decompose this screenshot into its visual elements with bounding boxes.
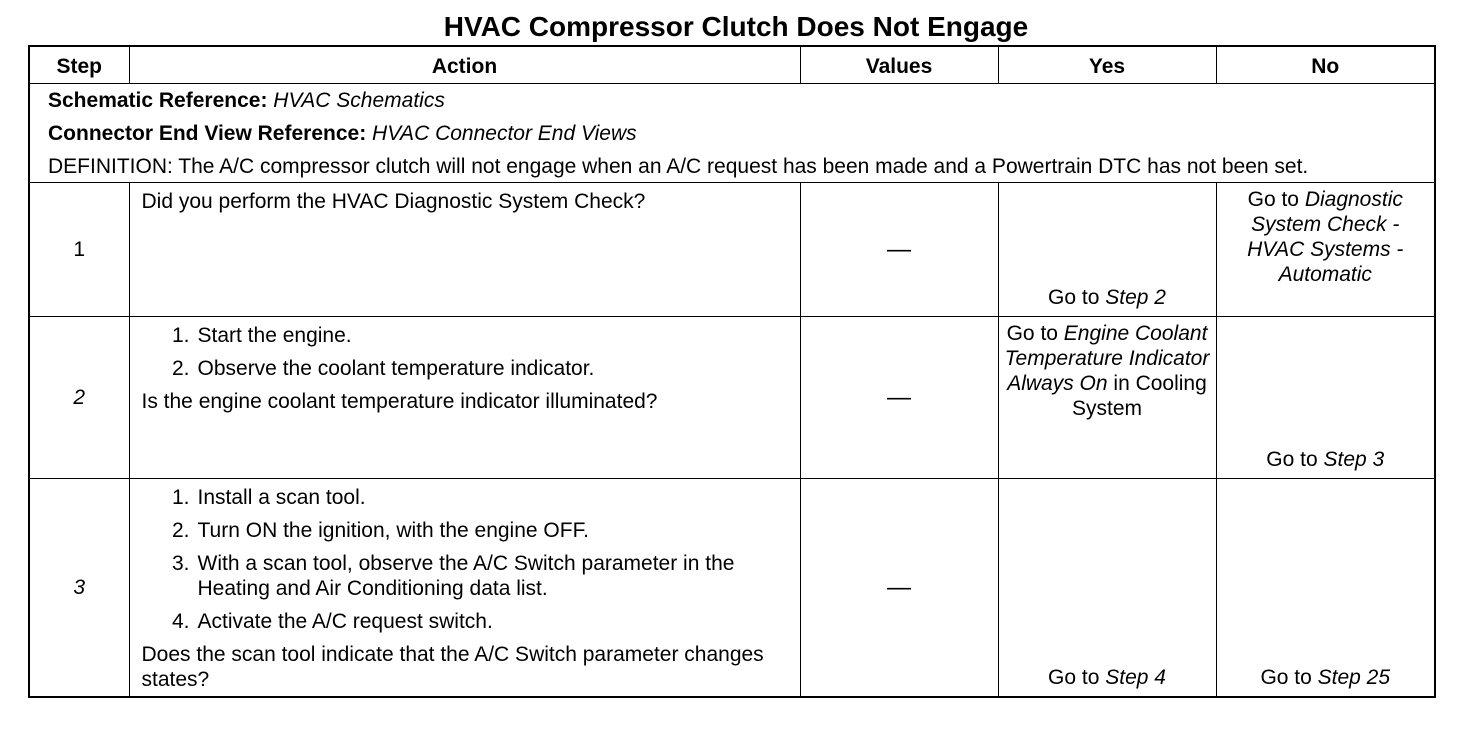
no-cell	[1216, 317, 1435, 479]
action-item-number: 1.	[171, 486, 190, 509]
action-item-number: 1.	[171, 324, 190, 347]
list-item	[142, 551, 790, 601]
yes-prefix: Go to	[1006, 322, 1064, 345]
list-item	[142, 609, 790, 634]
header-no: No	[1216, 46, 1435, 84]
table-row	[29, 317, 1435, 479]
action-item-number: 2.	[171, 519, 190, 542]
step-number: 3	[29, 479, 129, 698]
action-question: Is the engine coolant temperature indicator illuminated?	[141, 390, 658, 413]
action-item-text: Start the engine.	[197, 324, 352, 347]
action-item-number: 3.	[171, 552, 190, 575]
yes-link[interactable]: Engine Coolant Temperature Indicator Always On	[1004, 322, 1210, 395]
table-row	[29, 183, 1435, 317]
values-cell: —	[800, 183, 998, 317]
no-prefix: Go to	[1247, 188, 1305, 211]
no-cell	[1216, 479, 1435, 698]
yes-suffix: in Cooling System	[1071, 372, 1207, 420]
reference-cell	[29, 84, 1435, 183]
action-item-number: 4.	[171, 610, 190, 633]
reference-row	[29, 84, 1435, 183]
header-yes: Yes	[998, 46, 1216, 84]
action-item-text: With a scan tool, observe the A/C Switch parameter in the Heating and Air Conditioning data list.	[197, 552, 735, 600]
values-cell: —	[800, 479, 998, 698]
yes-link[interactable]: Step 4	[1105, 666, 1166, 689]
header-row	[29, 46, 1435, 84]
header-action: Action	[129, 46, 800, 84]
diagnostic-table	[28, 45, 1436, 698]
yes-prefix: Go to	[1048, 666, 1106, 689]
schematic-reference-label: Schematic Reference:	[48, 89, 268, 112]
header-step: Step	[29, 46, 129, 84]
schematic-reference	[48, 88, 1422, 113]
header-values: Values	[800, 46, 998, 84]
action-item-text: Activate the A/C request switch.	[197, 610, 493, 633]
list-item	[142, 518, 790, 543]
action-cell	[129, 183, 800, 317]
list-item	[142, 323, 790, 348]
connector-reference-link[interactable]: HVAC Connector End Views	[372, 122, 637, 145]
no-cell	[1216, 183, 1435, 317]
no-link[interactable]: Step 3	[1323, 448, 1385, 471]
action-list	[142, 323, 790, 381]
action-question: Does the scan tool indicate that the A/C Switch parameter changes states?	[141, 643, 764, 691]
definition-text: DEFINITION: The A/C compressor clutch will not engage when an A/C request has been made and a Powertrain DTC has not been set.	[48, 155, 1309, 178]
step-number: 2	[29, 317, 129, 479]
action-question: Did you perform the HVAC Diagnostic System Check?	[141, 190, 646, 213]
action-item-text: Turn ON the ignition, with the engine OFF.	[197, 519, 589, 542]
connector-reference-label: Connector End View Reference:	[48, 122, 367, 145]
yes-cell	[998, 479, 1216, 698]
list-item	[142, 356, 790, 381]
no-prefix: Go to	[1260, 666, 1318, 689]
schematic-reference-link[interactable]: HVAC Schematics	[273, 89, 445, 112]
step-number: 1	[29, 183, 129, 317]
page-title: HVAC Compressor Clutch Does Not Engage	[443, 11, 1029, 42]
no-prefix: Go to	[1266, 448, 1324, 471]
action-cell	[129, 479, 800, 698]
values-cell: —	[800, 317, 998, 479]
table-row	[29, 479, 1435, 698]
yes-cell	[998, 317, 1216, 479]
action-item-text: Observe the coolant temperature indicator.	[197, 357, 595, 380]
list-item	[142, 485, 790, 510]
action-item-text: Install a scan tool.	[197, 486, 366, 509]
yes-link[interactable]: Step 2	[1105, 286, 1166, 309]
yes-prefix: Go to	[1048, 286, 1106, 309]
yes-cell	[998, 183, 1216, 317]
no-link[interactable]: Diagnostic System Check - HVAC Systems - Automatic	[1247, 188, 1404, 286]
action-item-number: 2.	[171, 357, 190, 380]
connector-reference	[48, 121, 1422, 146]
no-link[interactable]: Step 25	[1317, 666, 1391, 689]
action-cell	[129, 317, 800, 479]
action-list	[142, 485, 790, 634]
